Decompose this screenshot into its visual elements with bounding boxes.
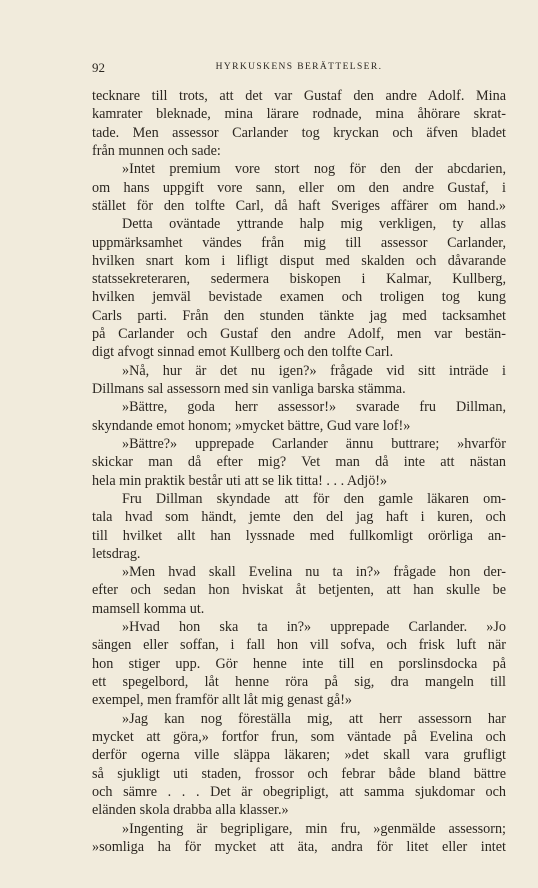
text-line: på Carlander och Gustaf den andre Adolf, men var bestän- xyxy=(92,326,506,343)
text-line: till hvilket allt han lyssnade med fullkomligt orörliga an- xyxy=(92,527,506,544)
body-text xyxy=(92,87,506,856)
text-line: »somliga ha för mycket att äta, andra för litet eller intet xyxy=(92,838,506,855)
text-line: och sämre . . . Det är obegripligt, att samma sjukdomar och xyxy=(92,783,506,800)
text-line: tecknare till trots, att det var Gustaf den andre Adolf. Mina xyxy=(92,88,506,104)
text-line: mamsell komma ut. xyxy=(92,600,205,617)
text-line: letsdrag. xyxy=(92,545,141,562)
text-line: tala hvad som händt, jemte den del jag haft i kuren, och xyxy=(92,509,506,526)
text-line: hon stiger upp. Gör henne inte till en porslinsdocka på xyxy=(92,655,506,672)
text-line: »Ingenting är begripligare, min fru, »genmälde assessorn; xyxy=(122,820,506,837)
text-line: ett spegelbord, låt henne röra på sig, dra mangeln till xyxy=(92,674,506,690)
text-line: stället för den tolfte Carl, då haft Sveriges affärer om hand.» xyxy=(92,197,506,214)
text-line: sängen eller soffan, i fall hon vill sofva, och frisk luft när xyxy=(92,637,506,654)
text-line: efter och sedan hon hviskat åt betjenten, att han skulle be xyxy=(92,582,506,599)
text-line: eländen skola drabba alla klasser.» xyxy=(92,802,289,819)
text-line: så sjukligt uti staden, frossor och febrar både bland bättre xyxy=(92,765,506,782)
text-line: exempel, men framför allt låt mig genast gå!» xyxy=(92,692,353,709)
text-line: från munnen och sade: xyxy=(92,142,221,159)
text-line: hela min praktik består uti att se lik titta! . . . Adjö!» xyxy=(92,472,388,489)
text-line: »Nå, hur är det nu igen?» frågade vid sitt inträde i xyxy=(122,362,506,379)
text-line: derför ogerna ville släppa läkaren; »det skall vara grufligt xyxy=(92,747,506,764)
text-line: tade. Men assessor Carlander tog kryckan och äfven bladet xyxy=(92,124,506,141)
text-line: Dillmans sal assessorn med sin vanliga barska stämma. xyxy=(92,381,406,397)
text-line: statssekreteraren, sedermera biskopen i Kalmar, Kullberg, xyxy=(92,271,506,288)
text-line: mycket att göra,» fortfor frun, som väntade på Evelina och xyxy=(92,728,506,745)
page-number: 92 xyxy=(92,60,105,75)
text-line: digt afvogt sinnad emot Kullberg och den tolfte Carl. xyxy=(92,344,394,361)
text-line: Carls parti. Från den stunden tänkte jag med tacksamhet xyxy=(92,307,506,324)
text-line: Detta oväntade yttrande halp mig verkligen, ty allas xyxy=(122,216,506,233)
page-header xyxy=(92,60,506,80)
text-line: hvilken jemväl bevistade examen och troligen tog kung xyxy=(92,289,506,306)
text-line: kamrater bleknade, mina lärare rodnade, mina åhörare skrat- xyxy=(92,106,506,123)
running-title: HYRKUSKENS BERÄTTELSER. xyxy=(215,62,383,72)
text-line: »Jag kan nog föreställa mig, att herr assessorn har xyxy=(122,710,506,727)
text-line: »Men hvad skall Evelina nu ta in?» frågade hon der- xyxy=(122,564,506,581)
text-line: uppmärksamhet vändes från mig till assessor Carlander, xyxy=(92,234,506,251)
text-line: »Bättre, goda herr assessor!» svarade fru Dillman, xyxy=(122,399,506,416)
text-line: skickar man då efter mig? Vet man då inte att nästan xyxy=(92,454,506,471)
text-line: om hans uppgift vore sann, eller om den andre Gustaf, i xyxy=(92,179,506,196)
text-line: »Hvad hon ska ta in?» upprepade Carlander. »Jo xyxy=(122,619,506,636)
text-line: »Bättre?» upprepade Carlander ännu buttrare; »hvarför xyxy=(122,435,506,452)
text-line: Fru Dillman skyndade att för den gamle läkaren om- xyxy=(122,490,506,507)
text-line: hvilken snart kom i lifligt disput med skalden och dåvarande xyxy=(92,252,506,269)
text-line: »Intet premium vore stort nog för den der abcdarien, xyxy=(122,161,506,178)
text-line: skyndande emot honom; »mycket bättre, Gud vare lof!» xyxy=(92,417,411,434)
